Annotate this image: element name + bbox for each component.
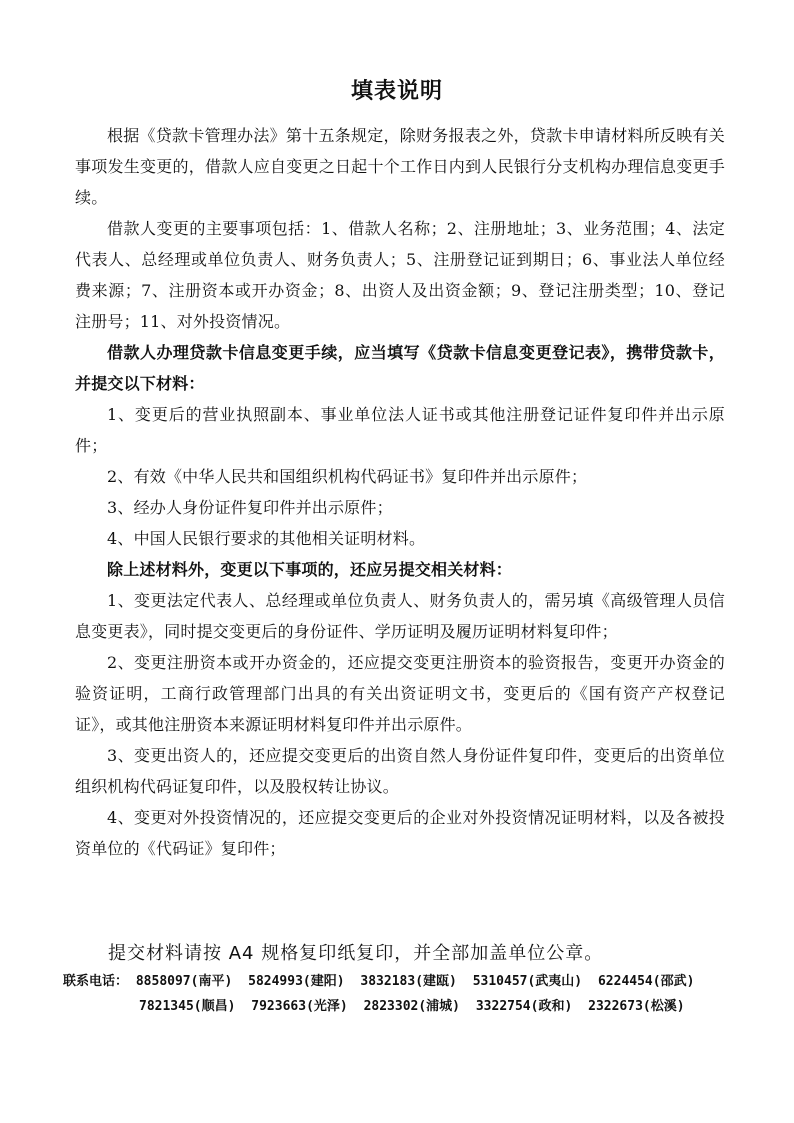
- paragraph-additional-materials-heading: 除上述材料外，变更以下事项的，还应另提交相关材料：: [107, 560, 513, 579]
- contact-phone-pucheng: 2823302(浦城): [363, 999, 461, 1014]
- contact-phone-guangze: 7923663(光泽): [251, 999, 348, 1014]
- paragraph-material-3: 3、经办人身份证件复印件并出示原件；: [107, 498, 393, 517]
- contact-phone-wuyishan: 5310457(武夷山): [472, 974, 583, 989]
- paragraph-material-1: 1、变更后的营业执照副本、事业单位法人证书或其他注册登记证件复印件并出示原件；: [75, 405, 725, 455]
- paragraph-rule: 根据《贷款卡管理办法》第十五条规定，除财务报表之外，贷款卡申请材料所反映有关事项发生变更的，借款人应自变更之日起十个工作日内到人民银行分支机构办理信息变更手续。: [75, 126, 725, 207]
- contact-label: 联系电话：: [63, 974, 129, 989]
- contact-line-first: [63, 969, 763, 994]
- contact-phone-shaowu: 6224454(邵武): [597, 974, 695, 989]
- contact-phone-jianou: 3832183(建瓯): [360, 974, 457, 989]
- paragraph-material-2: 2、有效《中华人民共和国组织机构代码证书》复印件并出示原件；: [107, 467, 588, 486]
- instruction-body: [75, 120, 725, 864]
- contact-phone-jianyang: 5824993(建阳): [248, 974, 345, 989]
- paragraph-required-materials-heading: 借款人办理贷款卡信息变更手续，应当填写《贷款卡信息变更登记表》，携带贷款卡，并提交以下材料：: [75, 343, 725, 393]
- paragraph-additional-1: 1、变更法定代表人、总经理或单位负责人、财务负责人的，需另填《高级管理人员信息变更表》，同时提交变更后的身份证件、学历证明及履历证明材料复印件；: [75, 591, 725, 641]
- paragraph-additional-2: 2、变更注册资本或开办资金的，还应提交变更注册资本的验资报告，变更开办资金的验资证明，工商行政管理部门出具的有关出资证明文书，变更后的《国有资产产权登记证》，或其他注册资本来源证明材料复印件并出示原件。: [75, 653, 725, 734]
- paragraph-material-4: 4、中国人民银行要求的其他相关证明材料。: [107, 529, 426, 548]
- a4-copy-note: 提交材料请按 A4 规格复印纸复印，并全部加盖单位公章。: [108, 943, 604, 964]
- paragraph-additional-4: 4、变更对外投资情况的，还应提交变更后的企业对外投资情况证明材料，以及各被投资单位的《代码证》复印件；: [75, 808, 725, 858]
- page-title: 填表说明: [350, 79, 443, 104]
- contact-phone-nanping: 8858097(南平): [135, 974, 233, 989]
- contact-phone-songxi: 2322673(松溪): [588, 999, 685, 1014]
- contact-phone-section: [63, 969, 763, 1019]
- contact-line-second: [63, 994, 763, 1019]
- contact-phone-zhenghe: 3322754(政和): [475, 999, 573, 1014]
- contact-phone-shunchang: 7821345(顺昌): [139, 999, 236, 1014]
- paragraph-additional-3: 3、变更出资人的，还应提交变更后的出资自然人身份证件复印件，变更后的出资单位组织机构代码证复印件，以及股权转让协议。: [75, 746, 725, 796]
- paragraph-main-changes: 借款人变更的主要事项包括：1、借款人名称；2、注册地址；3、业务范围；4、法定代表人、总经理或单位负责人、财务负责人；5、注册登记证到期日；6、事业法人单位经费来源；7、注册资本或开办资金；8、出资人及出资金额；9、登记注册类型；10、登记注册号；11、对外投资情况。: [75, 219, 725, 331]
